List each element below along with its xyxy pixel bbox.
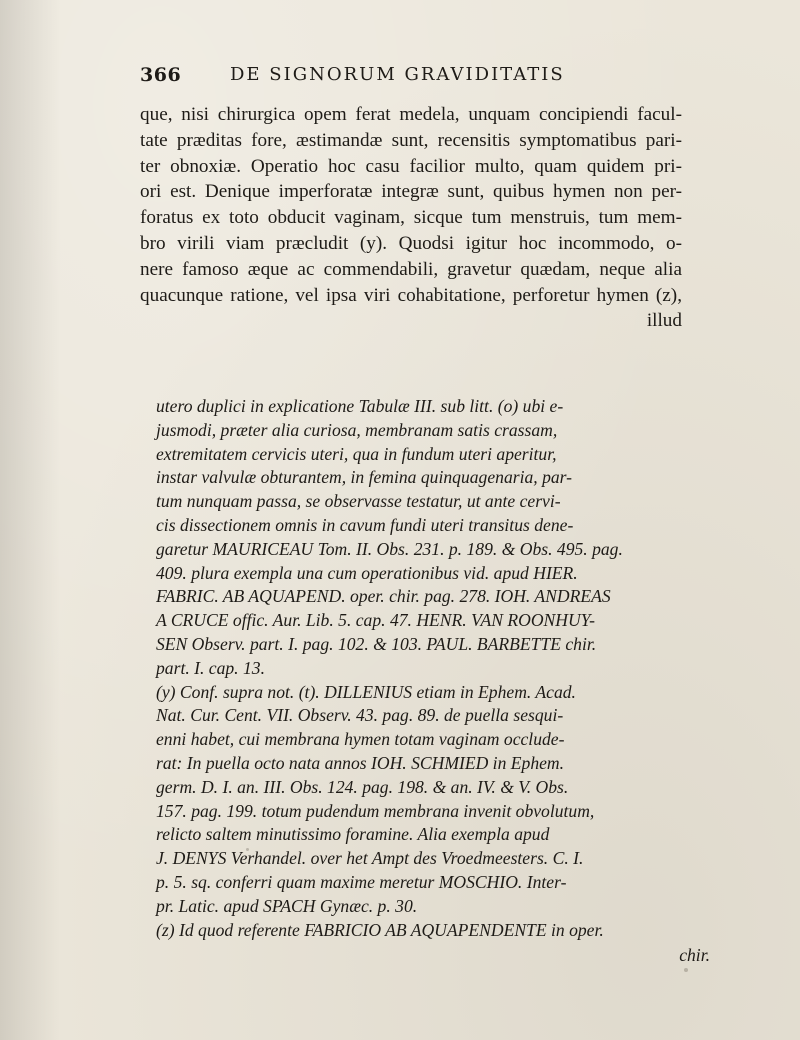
footnote-line: FABRIC. AB AQUAPEND. oper. chir. pag. 278. IOH. ANDREAS <box>156 586 611 607</box>
page-gutter-shadow <box>0 0 60 1040</box>
footnote-line: cis dissectionem omnis in cavum fundi uteri transitus dene- <box>156 514 574 535</box>
footnote-line: part. I. cap. 13. <box>156 657 265 678</box>
footnote-line: pr. Latic. apud SPACH Gynæc. p. 30. <box>156 895 418 916</box>
main-text <box>140 102 682 334</box>
ink-spot <box>684 968 688 972</box>
body-line: foratus ex toto obducit vaginam, sicque tum menstruis, tum mem- <box>140 207 682 229</box>
footnote-line: jusmodi, præter alia curiosa, membranam satis crassam, <box>156 419 558 440</box>
footnote-line: enni habet, cui membrana hymen totam vaginam occlude- <box>156 729 565 750</box>
body-line: ori est. Denique imperforatæ integræ sunt, quibus hymen non per- <box>140 181 682 203</box>
footnote-line: 409. plura exempla una cum operationibus vid. apud HIER. <box>156 562 578 583</box>
body-line: ter obnoxiæ. Operatio hoc casu facilior multo, quam quidem pri- <box>140 155 682 177</box>
body-line: que, nisi chirurgica opem ferat medela, unquam concipiendi facul- <box>140 104 682 125</box>
footnotes <box>156 395 716 942</box>
footnote-line: tum nunquam passa, se observasse testatur, ut ante cervi- <box>156 491 561 512</box>
body-line: quacunque ratione, vel ipsa viri cohabitatione, perforetur hymen (z), <box>140 284 682 306</box>
footnote-line: instar valvulæ obturantem, in femina quinquagenaria, par- <box>156 467 573 488</box>
footnote-line: relicto saltem minutissimo foramine. Alia exempla apud <box>156 824 550 845</box>
body-line-catch: illud <box>646 310 682 332</box>
footnote-line: A CRUCE offic. Aur. Lib. 5. cap. 47. HENR. VAN ROONHUY- <box>156 610 596 631</box>
body-line: bro virili viam præcludit (y). Quodsi igitur hoc incommodo, o- <box>140 232 682 254</box>
ink-spot <box>246 848 249 851</box>
footnote-line: p. 5. sq. conferri quam maxime meretur MOSCHIO. Inter- <box>156 871 567 892</box>
footnote-line: (y) Conf. supra not. (t). DILLENIUS etiam in Ephem. Acad. <box>156 681 576 702</box>
footnote-line: J. DENYS Verhandel. over het Ampt des Vroedmeesters. C. I. <box>156 848 584 869</box>
footnote-line: (z) Id quod referente FABRICIO AB AQUAPENDENTE in oper. <box>156 919 604 940</box>
footnote-line: extremitatem cervicis uteri, qua in fundum uteri aperitur, <box>156 443 557 464</box>
body-line: tate præditas fore, æstimandæ sunt, recensitis symptomatibus pari- <box>140 129 682 151</box>
footnote-line: SEN Observ. part. I. pag. 102. & 103. PAUL. BARBETTE chir. <box>156 633 597 654</box>
catchword: chir. <box>679 945 710 965</box>
page-header <box>140 64 680 98</box>
footnote-line: garetur MAURICEAU Tom. II. Obs. 231. p. 189. & Obs. 495. pag. <box>156 538 623 559</box>
page-number: 366 <box>140 64 182 86</box>
footnote-line: utero duplici in explicatione Tabulæ III. sub litt. (o) ubi e- <box>156 396 564 416</box>
footnote-line: rat: In puella octo nata annos IOH. SCHMIED in Ephem. <box>156 752 565 773</box>
footnote-line: germ. D. I. an. III. Obs. 124. pag. 198. & an. IV. & V. Obs. <box>156 776 569 797</box>
body-line: nere famoso æque ac commendabili, gravetur quædam, neque alia <box>140 258 682 280</box>
footnote-line: 157. pag. 199. totum pudendum membrana invenit obvolutum, <box>156 800 595 821</box>
running-head: DE SIGNORUM GRAVIDITATIS <box>230 64 565 85</box>
footnote-line: Nat. Cur. Cent. VII. Observ. 43. pag. 89. de puella sesqui- <box>156 705 564 726</box>
